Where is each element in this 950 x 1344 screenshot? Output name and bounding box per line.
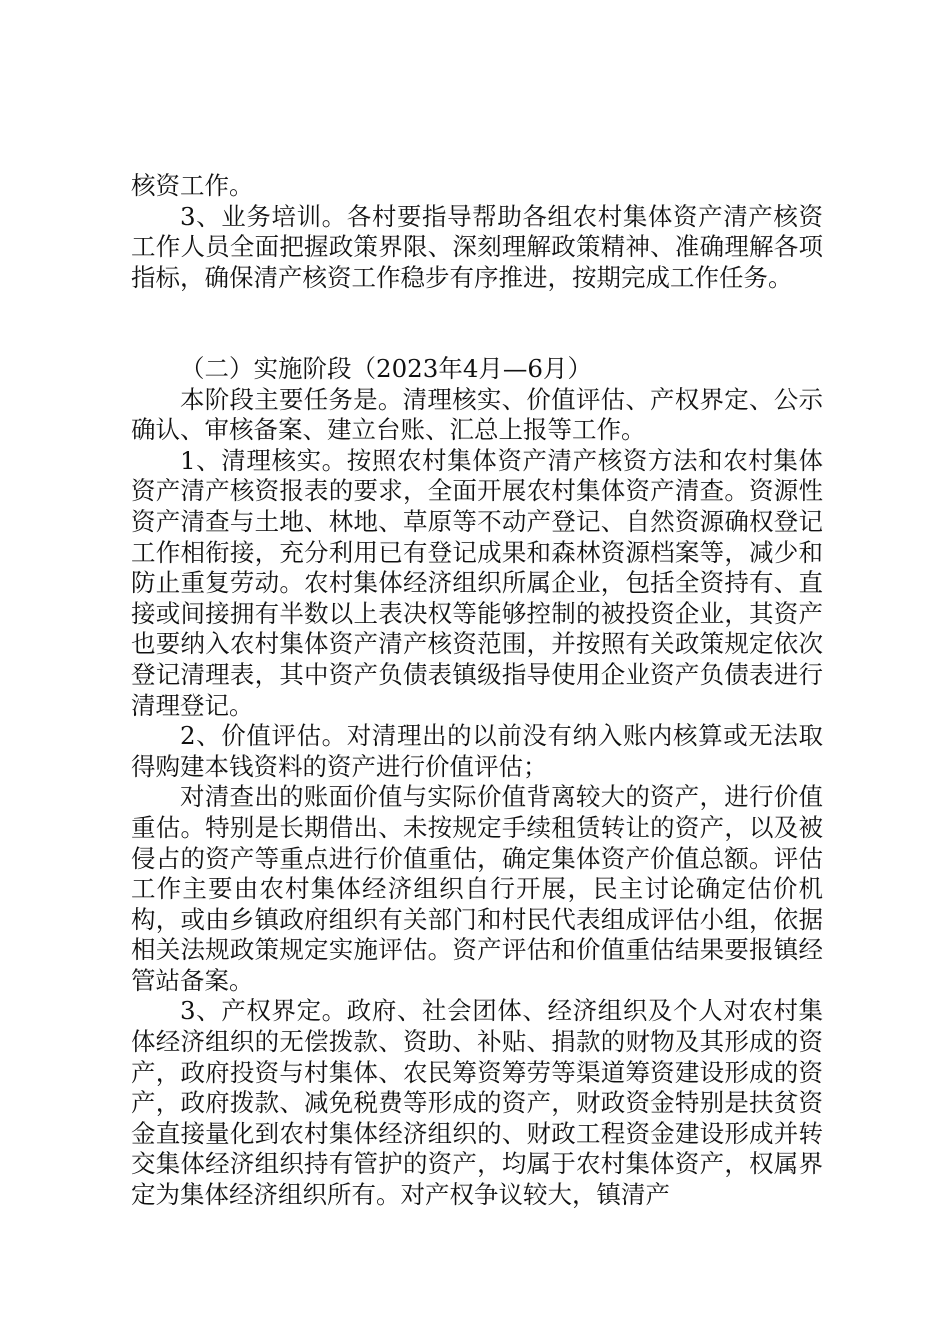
section-b-text xyxy=(131,354,823,1211)
paragraph-revaluation: 对清查出的账面价值与实际价值背离较大的资产，进行价值重估。特别是长期借出、未按规定手续租赁转让的资产，以及被侵占的资产等重点进行价值重估，确定集体资产价值总额。评估工作主要由农村集体经济组织自行开展，民主讨论确定估价机构，或由乡镇政府组织有关部门和村民代表组成评估小组，依据相关法规政策规定实施评估。资产评估和价值重估结果要报镇经管站备案。 xyxy=(131,782,823,995)
paragraph-value-assessment: 2、价值评估。对清理出的以前没有纳入账内核算或无法取得购建本钱资料的资产进行价值评估； xyxy=(131,721,823,781)
paragraph-training: 3、业务培训。各村要指导帮助各组农村集体资产清产核资工作人员全面把握政策界限、深刻理解政策精神、准确理解各项指标，确保清产核资工作稳步有序推进，按期完成工作任务。 xyxy=(131,201,823,292)
paragraph-continuation: 核资工作。 xyxy=(131,171,254,200)
paragraph-clean-verify: 1、清理核实。按照农村集体资产清产核资方法和农村集体资产清产核资报表的要求，全面开展农村集体资产清查。资源性资产清查与土地、林地、草原等不动产登记、自然资源确权登记工作相衔接，充分利用已有登记成果和森林资源档案等，减少和防止重复劳动。农村集体经济组织所属企业，包括全资持有、直接或间接拥有半数以上表决权等能够控制的被投资企业，其资产也要纳入农村集体资产清产核资范围，并按照有关政策规定依次登记清理表，其中资产负债表镇级指导使用企业资产负债表进行清理登记。 xyxy=(131,445,823,720)
paragraph-property-rights: 3、产权界定。政府、社会团体、经济组织及个人对农村集体经济组织的无偿拨款、资助、补贴、捐款的财物及其形成的资产，政府投资与村集体、农民筹资筹劳等渠道筹资建设形成的资产，政府拨款、减免税费等形成的资产，财政资金特别是扶贫资金直接量化到农村集体经济组织的、财政工程资金建设形成并转交集体经济组织持有管护的资产，均属于农村集体资产，权属界定为集体经济组织所有。对产权争议较大，镇清产 xyxy=(131,996,823,1210)
section-heading: （二）实施阶段（2023年4月—6月） xyxy=(180,354,593,383)
paragraph-stage-tasks: 本阶段主要任务是。清理核实、价值评估、产权界定、公示确认、审核备案、建立台账、汇总上报等工作。 xyxy=(131,384,823,445)
section-a-text xyxy=(131,171,823,293)
